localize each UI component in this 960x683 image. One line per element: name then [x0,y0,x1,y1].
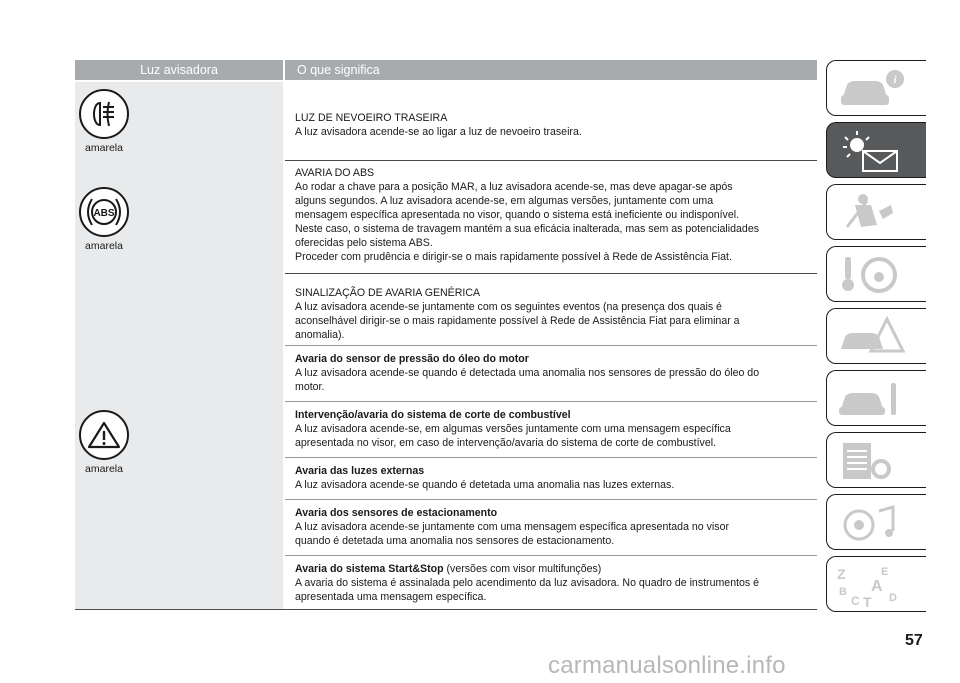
row-line: Neste caso, o sistema de travagem mantém a sua eficácia inalterada, mas sem as potencialidades [295,223,760,235]
subsection-line: apresentada uma mensagem específica. [295,591,487,603]
alphabetical-index-icon [837,563,907,607]
subsection-heading: Intervenção/avaria do sistema de corte de combustível [295,409,571,421]
chapter-tab-multimedia[interactable] [826,494,926,550]
row-divider [285,273,817,274]
row-line: A luz avisadora acende-se juntamente com os seguintes eventos (na presença dos quais é [295,301,722,313]
svg-text:C: C [851,594,860,607]
subsection-divider [285,345,817,346]
row-description [295,286,815,342]
subsection-heading-note: (versões com visor multifunções) [443,563,602,575]
row-line: Ao rodar a chave para a posição MAR, a luz avisadora acende-se, mas deve apagar-se após [295,181,733,193]
subsection-divider [285,457,817,458]
technical-data-icon [837,439,907,483]
car-info-icon [837,67,907,111]
table-bottom-rule [75,609,817,610]
subsection-line: A luz avisadora acende-se, em algumas versões juntamente com uma mensagem específica [295,423,731,435]
chapter-tab-index[interactable] [826,556,926,612]
row-text: A luz avisadora acende-se ao ligar a luz de nevoeiro traseira. [295,126,582,138]
row-icon-cell [0,187,208,252]
subsection [295,352,815,394]
subsection [295,464,815,492]
abs-icon-text: ABS [93,208,115,219]
warning-triangle-icon [79,410,129,460]
chapter-tab-safety[interactable] [826,184,926,240]
row-title: AVARIA DO ABS [295,167,375,179]
subsection-line: A avaria do sistema é assinalada pelo acendimento da luz avisadora. No quadro de instrumentos é [295,577,760,589]
multimedia-icon [837,501,907,545]
chapter-tab-warning-lights[interactable] [826,122,926,178]
svg-text:E: E [881,566,889,578]
svg-text:A: A [871,578,883,595]
row-line: oferecidas pelo sistema ABS. [295,237,433,249]
warning-light-message-icon [837,129,907,173]
row-line: alguns segundos. A luz avisadora acende-se, em algumas versões, juntamente com uma [295,195,714,207]
row-line: anomalia). [295,329,345,341]
seat-safety-icon [837,191,907,235]
color-label: amarela [85,240,123,252]
abs-icon [79,187,129,237]
row-divider [285,160,817,161]
subsection-line: A luz avisadora acende-se quando é detetada uma anomalia nas luzes externas. [295,479,675,491]
subsection [295,562,815,604]
svg-text:B: B [839,586,847,598]
subsection-line: A luz avisadora acende-se juntamente com uma mensagem específica apresentada no visor [295,521,729,533]
row-description [295,111,815,139]
svg-text:T: T [863,594,872,607]
row-icon-cell [0,410,208,475]
svg-text:D: D [889,592,897,604]
chapter-tab-emergency[interactable] [826,308,926,364]
subsection-heading: Avaria das luzes externas [295,465,425,477]
subsection-divider [285,555,817,556]
subsection-line: motor. [295,381,325,393]
column-header-warning-light: Luz avisadora [75,60,283,80]
page-number: 57 [905,632,923,649]
key-steering-wheel-icon [837,253,907,297]
subsection-line: A luz avisadora acende-se quando é detectada uma anomalia nos sensores de pressão do óleo do [295,367,760,379]
svg-text:i: i [893,74,897,86]
row-title: LUZ DE NEVOEIRO TRASEIRA [295,112,448,124]
chapter-tab-starting-driving[interactable] [826,246,926,302]
subsection-heading: Avaria do sistema Start&Stop [295,563,444,575]
subsection-heading-line [295,562,815,576]
row-line: mensagem específica apresentada no visor, quando o sistema está ineficiente ou indisponível. [295,209,740,221]
row-description [295,166,815,264]
car-maintenance-icon [837,377,907,421]
icon-column [75,82,283,609]
column-header-meaning: O que significa [285,60,817,80]
chapter-tab-dashboard[interactable] [826,60,926,116]
row-line: aconselhável dirigir-se o mais rapidamente possível à Rede de Assistência Fiat para eliminar a [295,315,740,327]
chapter-tab-technical-data[interactable] [826,432,926,488]
rear-fog-lamp-icon [79,89,129,139]
subsection-heading: Avaria dos sensores de estacionamento [295,507,498,519]
watermark-text: carmanualsonline.info [548,652,786,679]
row-icon-cell [0,89,208,154]
subsection-line: apresentada no visor, em caso de intervenção/avaria do sistema de corte de combustível. [295,437,717,449]
color-label: amarela [85,463,123,475]
color-label: amarela [85,142,123,154]
subsection-divider [285,401,817,402]
subsection [295,506,815,548]
row-title: SINALIZAÇÃO DE AVARIA GENÉRICA [295,287,481,299]
subsection-heading: Avaria do sensor de pressão do óleo do motor [295,353,529,365]
subsection-divider [285,499,817,500]
chapter-tab-maintenance[interactable] [826,370,926,426]
svg-text:Z: Z [837,566,846,582]
subsection-line: quando é detetada uma anomalia nos sensores de estacionamento. [295,535,615,547]
car-emergency-icon [837,315,907,359]
row-line: Proceder com prudência e dirigir-se o mais rapidamente possível à Rede de Assistência Fiat. [295,251,732,263]
subsection [295,408,815,450]
